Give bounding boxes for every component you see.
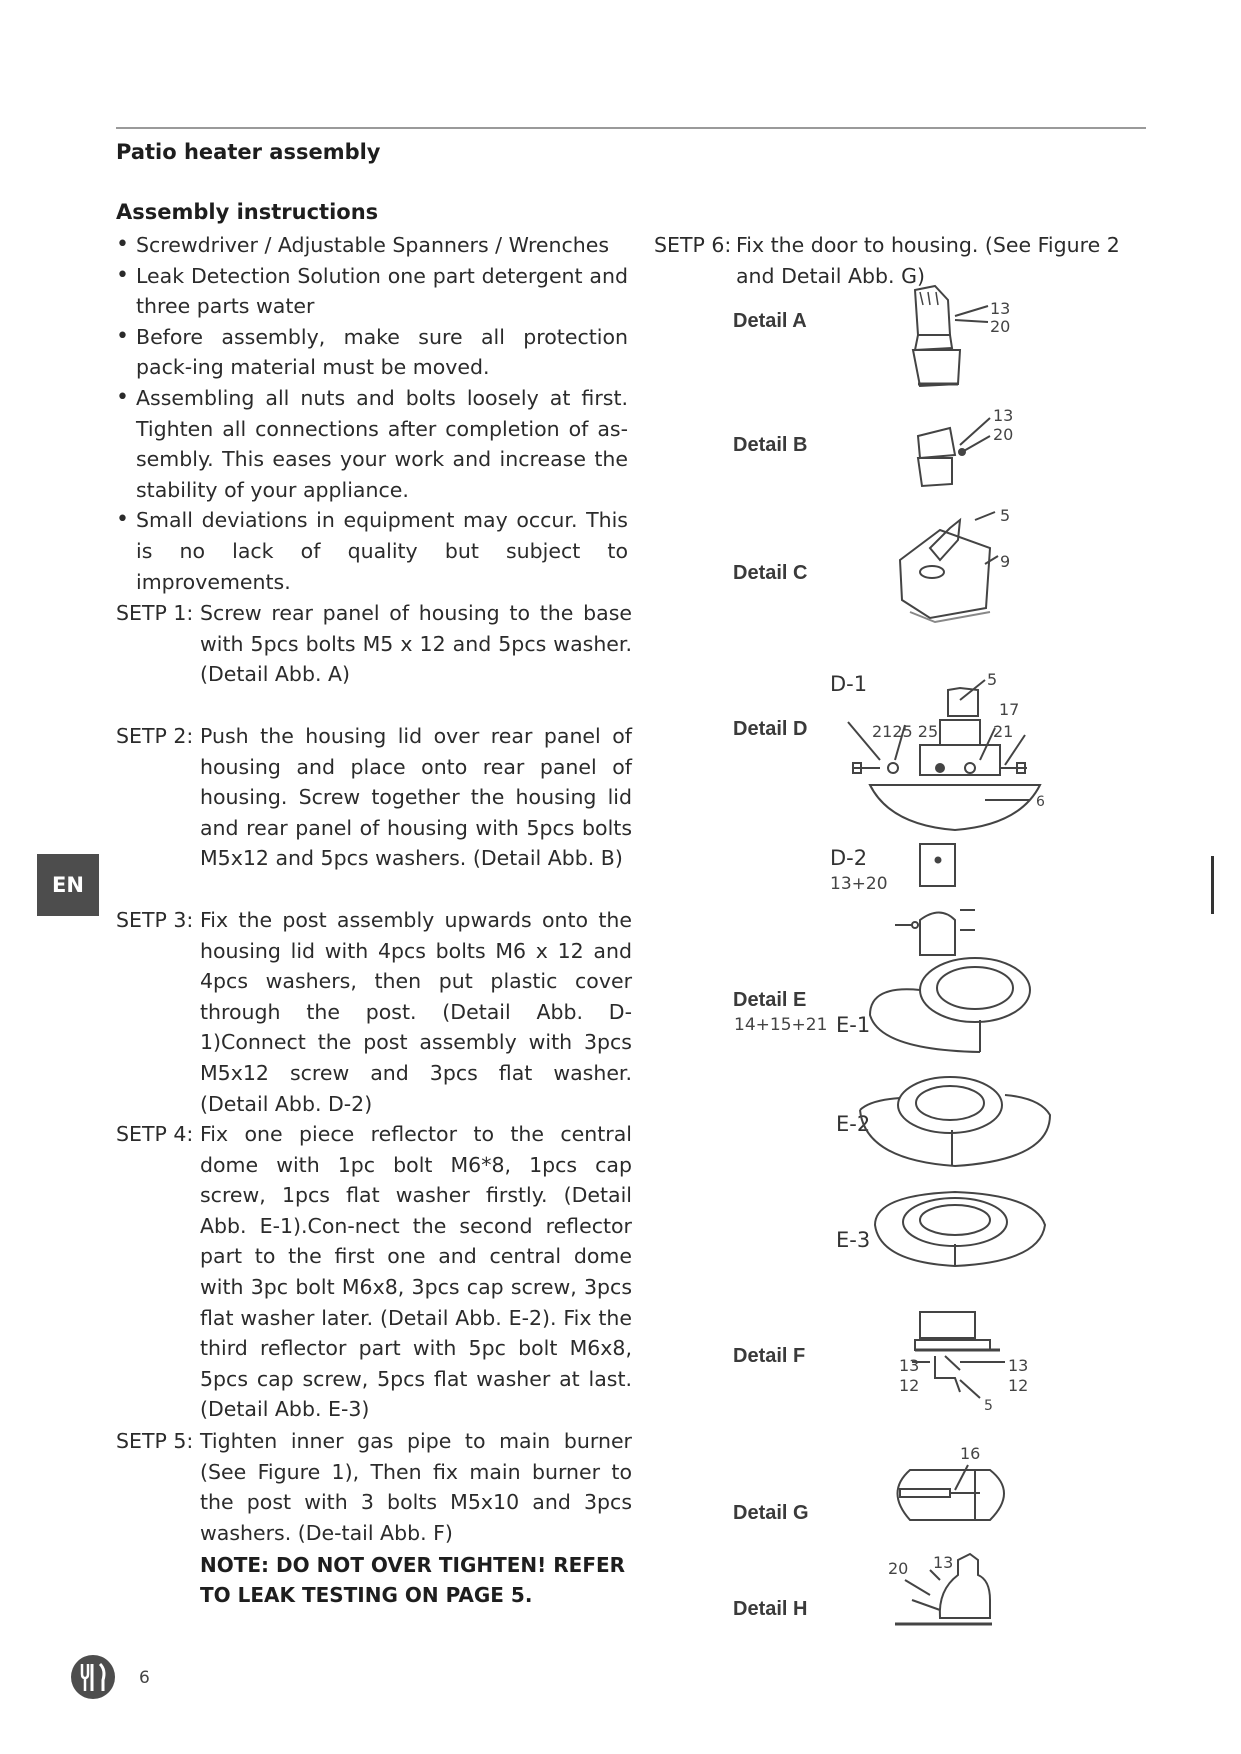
- step-text: Fix the post assembly upwards onto the housing lid with 4pcs bolts M6 x 12 and 4pcs washers, then put plastic cover through the post. (Detail Abb. D-1)Connect the post assembly with 3pcs M5x12 screw and 3pcs flat washer. (Detail Abb. D-2): [200, 908, 632, 1116]
- step-4: [116, 1119, 632, 1425]
- callout-g-16: 16: [960, 1444, 981, 1463]
- warning-note: NOTE: DO NOT OVER TIGHTEN! REFER TO LEAK TESTING ON PAGE 5.: [200, 1553, 626, 1608]
- section-title: Assembly instructions: [116, 200, 379, 224]
- list-item: • Leak Detection Solution one part detergent and three parts water: [116, 261, 628, 322]
- step-text: Screw rear panel of housing to the base with 5pcs bolts M5 x 12 and 5pcs washer. (Detail Abb. A): [200, 601, 632, 687]
- callout-c-5: 5: [1000, 506, 1011, 525]
- detail-e2-drawing: [860, 1077, 1050, 1166]
- step-label: SETP 1:: [116, 601, 194, 625]
- step-3: [116, 905, 632, 1119]
- callout-d-6: 6: [1036, 794, 1045, 810]
- list-item: • Screwdriver / Adjustable Spanners / Wrenches: [116, 230, 628, 261]
- e2-label: E-2: [836, 1112, 871, 1136]
- detail-f-label: Detail F: [733, 1345, 806, 1367]
- callout-h-13: 13: [933, 1553, 954, 1572]
- callout-d-21: 21: [993, 722, 1014, 741]
- side-marker: [1211, 856, 1214, 914]
- step-label: SETP 5:: [116, 1429, 194, 1453]
- tools-list: [116, 230, 628, 597]
- callout-f-13-left: 13: [899, 1356, 920, 1375]
- step-label: SETP 6:: [654, 233, 732, 257]
- header-rule: [116, 127, 1146, 129]
- language-tab: EN: [37, 854, 99, 916]
- callout-f-13-right: 13: [1008, 1356, 1029, 1375]
- list-item: • Assembling all nuts and bolts loosely at first. Tighten all connections after completion of as-sembly. This eases your work and increase the stability of your appliance.: [116, 383, 628, 505]
- detail-a-label: Detail A: [733, 310, 807, 332]
- detail-c-label: Detail C: [733, 562, 808, 584]
- detail-e-parts: 14+15+21: [734, 1015, 828, 1035]
- detail-g-drawing: [898, 1465, 1005, 1520]
- d2-parts: 13+20: [830, 874, 888, 894]
- callout-a-13: 13: [990, 299, 1011, 318]
- detail-d-label: Detail D: [733, 718, 808, 740]
- callout-c-9: 9: [1000, 552, 1011, 571]
- e3-label: E-3: [836, 1228, 871, 1252]
- detail-e1-drawing: [870, 958, 1030, 1052]
- detail-d2-drawing: [895, 844, 975, 955]
- detail-g-label: Detail G: [733, 1502, 809, 1524]
- d2-label: D-2: [830, 846, 868, 870]
- callout-h-20: 20: [888, 1559, 909, 1578]
- detail-b-drawing: [918, 418, 990, 486]
- detail-b-label: Detail B: [733, 434, 808, 456]
- callout-d-17: 17: [999, 700, 1020, 719]
- step-2: [116, 721, 632, 874]
- callout-b-13: 13: [993, 406, 1014, 425]
- step-label: SETP 4:: [116, 1122, 194, 1146]
- detail-h-label: Detail H: [733, 1598, 808, 1620]
- page-number: 6: [139, 1668, 150, 1688]
- callout-d-5: 5: [987, 670, 998, 689]
- e1-label: E-1: [836, 1013, 871, 1037]
- step-text: Fix one piece reflector to the central dome with 1pc bolt M6*8, 1pcs cap screw, 1pcs flat washer firstly. (Detail Abb. E-1).Con-nect the second reflector part to the first one and central dome with 3pc bolt M6x8, 3pcs cap screw, 3pcs flat washer later. (Detail Abb. E-2). Fix the third reflector part with 5pc bolt M6x8, 5pcs cap screw, 5pcs flat washer at last. (Detail Abb. E-3): [200, 1122, 632, 1422]
- step-text: Push the housing lid over rear panel of housing and place onto rear panel of housing. Screw together the housing lid and rear panel of housing with 5pcs bolts M5x12 and 5pcs washers. (Detail Abb. B): [200, 724, 632, 871]
- step-text: Tighten inner gas pipe to main burner (See Figure 1), Then fix main burner to the post with 3 bolts M5x10 and 3pcs washers. (De-tail Abb. F): [200, 1429, 632, 1545]
- d1-label: D-1: [830, 672, 868, 696]
- detail-e3-drawing: [875, 1192, 1045, 1266]
- callout-b-20: 20: [993, 425, 1014, 444]
- callout-a-20: 20: [990, 317, 1011, 336]
- page-title: Patio heater assembly: [116, 140, 381, 164]
- detail-c-drawing: [900, 512, 998, 622]
- detail-e-label: Detail E: [733, 989, 807, 1011]
- detail-f-drawing: [912, 1312, 1005, 1398]
- list-item: • Small deviations in equipment may occur. This is no lack of quality but subject to improvements.: [116, 505, 628, 597]
- callout-f-12-right: 12: [1008, 1376, 1029, 1395]
- step-label: SETP 3:: [116, 908, 194, 932]
- list-item: • Before assembly, make sure all protection pack-ing material must be moved.: [116, 322, 628, 383]
- step-text: Fix the door to housing. (See Figure 2 and Detail Abb. G): [736, 233, 1120, 288]
- step-6: [654, 230, 1164, 291]
- callout-d-2125: 2125 25: [872, 722, 939, 741]
- callout-f-12-left: 12: [899, 1376, 920, 1395]
- cutlery-logo-icon: [70, 1654, 116, 1700]
- callout-f-5: 5: [984, 1398, 993, 1414]
- step-label: SETP 2:: [116, 724, 194, 748]
- step-5: [116, 1426, 632, 1610]
- detail-a-drawing: [913, 286, 988, 386]
- step-1: [116, 598, 632, 690]
